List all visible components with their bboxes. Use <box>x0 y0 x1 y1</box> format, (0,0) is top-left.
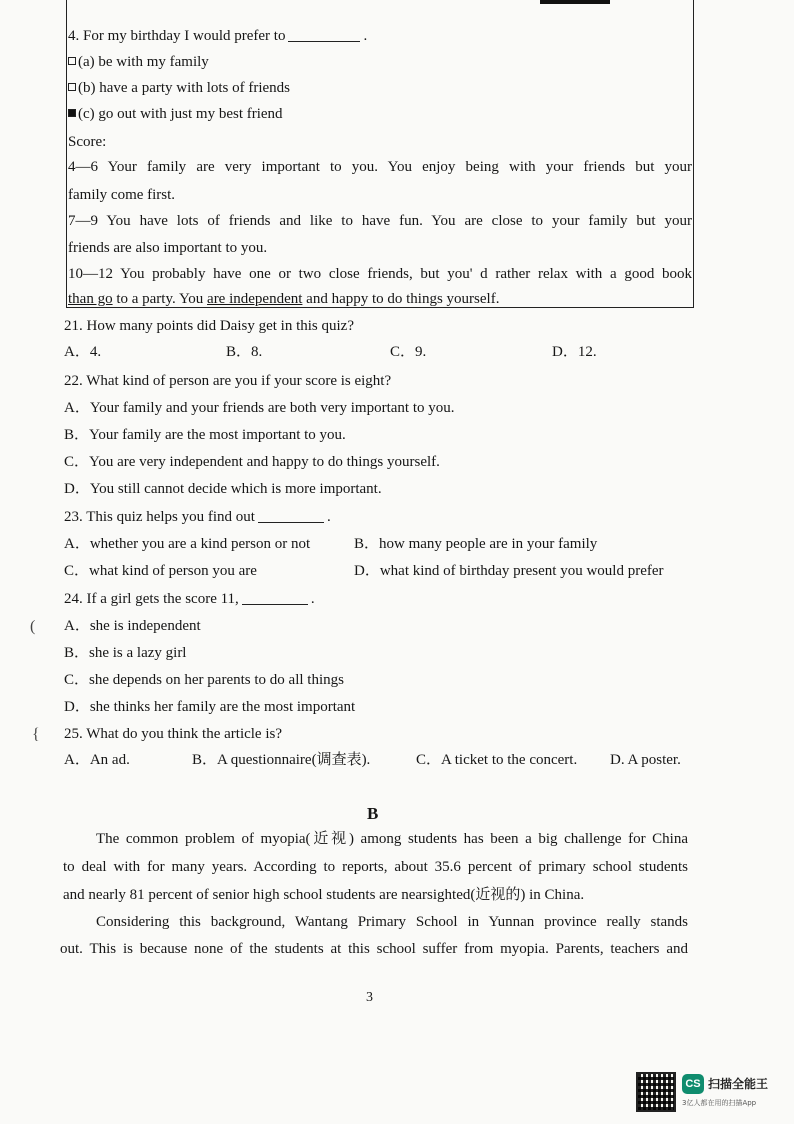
q24-option-d: D．she thinks her family are the most important <box>64 699 356 715</box>
question-24 <box>64 590 315 608</box>
q25-option-d: D. A poster. <box>610 752 681 768</box>
camscanner-tagline: 3亿人都在用的扫描App <box>682 1099 757 1107</box>
quiz-option-b-text: (b) have a party with lots of friends <box>78 80 291 96</box>
score-range-2-line1: 7—9 You have lots of friends and like to have fun. You are close to your family but your <box>68 213 692 229</box>
margin-mark: ( <box>30 618 36 635</box>
q21-option-c: C．9. <box>390 344 427 360</box>
section-b-p1-line1 <box>96 830 688 848</box>
quiz-option-a-text: (a) be with my family <box>78 54 209 70</box>
qr-code-icon <box>636 1072 676 1112</box>
section-b-p1-line3: and nearly 81 percent of senior high school students are nearsighted(近视的) in China. <box>63 887 585 903</box>
q21-option-a: A．4. <box>64 344 102 360</box>
q23-option-d: D．what kind of birthday present you would prefer <box>354 563 664 579</box>
paragraph-line: out. This is because none of the students at this school suffer from myopia. Parents, teachers and <box>60 941 688 957</box>
q21-option-b: B．8. <box>226 344 263 360</box>
answer-blank <box>288 28 360 42</box>
q22-option-c: C．You are very independent and happy to do things yourself. <box>64 454 440 470</box>
score-range-3-line1: 10—12 You probably have one or two close friends, but you' d rather relax with a good book <box>68 266 692 282</box>
q22-option-b: B．Your family are the most important to you. <box>64 427 346 443</box>
section-b-p1-line2 <box>63 858 688 876</box>
camscanner-name: 扫描全能王 <box>708 1077 769 1091</box>
q24-option-c: C．she depends on her parents to do all things <box>64 672 344 688</box>
quiz-option-c-text: (c) go out with just my best friend <box>78 106 283 122</box>
q25-option-b: B．A questionnaire(调查表). <box>192 752 371 768</box>
checkbox-filled-icon <box>68 109 76 117</box>
question-24-text: 24. If a girl gets the score 11, <box>64 591 239 607</box>
quiz-option-c <box>68 105 283 123</box>
text-segment: and happy to do things yourself. <box>302 291 500 307</box>
section-b-p2-line1 <box>96 913 688 931</box>
question-24-end: . <box>310 591 315 607</box>
question-25: 25. What do you think the article is? <box>64 726 283 742</box>
q25-option-a: A．An ad. <box>64 752 130 768</box>
paragraph-line: Considering this background, Wantang Primary School in Yunnan province really stands <box>96 914 688 930</box>
paragraph-line: The common problem of myopia(近视) among students has been a big challenge for China <box>96 831 688 847</box>
underlined-phrase: are independent <box>207 291 303 307</box>
score-range-3-line2 <box>68 290 499 308</box>
score-range-3 <box>68 265 692 283</box>
question-23 <box>64 508 331 526</box>
q22-option-d: D．You still cannot decide which is more important. <box>64 481 382 497</box>
quiz-q4 <box>68 27 367 45</box>
q24-option-b: B．she is a lazy girl <box>64 645 187 661</box>
underlined-phrase: than go <box>68 291 113 307</box>
checkbox-icon <box>68 83 76 91</box>
question-23-end: . <box>326 509 331 525</box>
score-range-1 <box>68 158 692 176</box>
q23-option-b: B．how many people are in your family <box>354 536 598 552</box>
quiz-option-b <box>68 79 290 97</box>
score-range-1-line1: 4—6 Your family are very important to you. You enjoy being with your friends but your <box>68 159 692 175</box>
score-range-2-line2: friends are also important to you. <box>68 240 268 256</box>
checkbox-icon <box>68 57 76 65</box>
score-range-2 <box>68 212 692 230</box>
answer-blank <box>258 509 324 523</box>
q21-option-d: D．12. <box>552 344 597 360</box>
q22-option-a: A．Your family and your friends are both very important to you. <box>64 400 455 416</box>
quiz-option-a <box>68 53 209 71</box>
margin-mark: { <box>32 726 40 743</box>
quiz-q4-end: . <box>363 28 368 44</box>
question-22: 22. What kind of person are you if your score is eight? <box>64 373 392 389</box>
camscanner-logo: CS <box>682 1074 704 1094</box>
question-21: 21. How many points did Daisy get in this quiz? <box>64 318 354 334</box>
quiz-q4-text: 4. For my birthday I would prefer to <box>68 28 286 44</box>
section-b-heading: B <box>367 804 379 823</box>
q25-option-c: C．A ticket to the concert. <box>416 752 578 768</box>
score-label: Score: <box>68 134 107 150</box>
q23-option-c: C．what kind of person you are <box>64 563 257 579</box>
question-23-text: 23. This quiz helps you find out <box>64 509 255 525</box>
score-range-1-line2: family come first. <box>68 187 176 203</box>
page-number: 3 <box>366 990 373 1005</box>
section-b-p2-line2 <box>60 940 688 958</box>
answer-blank <box>242 591 308 605</box>
q23-option-a: A．whether you are a kind person or not <box>64 536 311 552</box>
q24-option-a: A．she is independent <box>64 618 201 634</box>
text-segment: to a party. You <box>112 291 208 307</box>
paragraph-line: to deal with for many years. According to reports, about 35.6 percent of primary school students <box>63 859 688 875</box>
quiz-box <box>66 0 694 308</box>
